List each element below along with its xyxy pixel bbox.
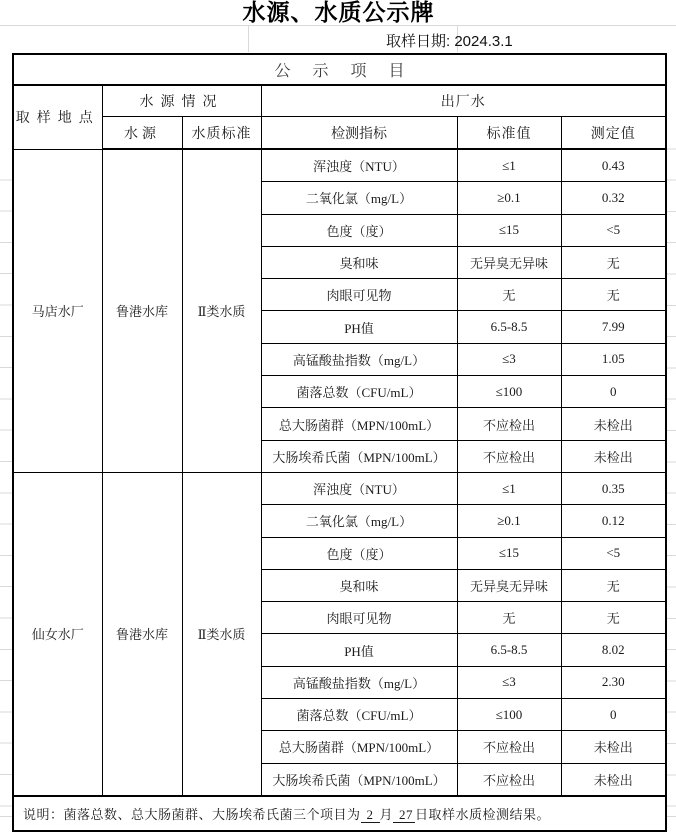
indicator-cell: 菌落总数（CFU/mL）	[261, 376, 457, 408]
indicator-cell: 色度（度）	[261, 214, 457, 246]
measured-cell: 0.32	[561, 182, 666, 214]
standard-cell: 不应检出	[457, 731, 561, 763]
plant-source: 鲁港水库	[102, 472, 182, 795]
indicator-cell: 臭和味	[261, 246, 457, 278]
gridline-right-margin	[666, 118, 676, 817]
standard-cell: ≤1	[457, 149, 561, 182]
table-row	[13, 472, 666, 504]
measured-cell: <5	[561, 537, 666, 569]
measured-cell: 无	[561, 246, 666, 278]
note-day-value: 27	[393, 807, 415, 823]
standard-cell: ≥0.1	[457, 505, 561, 537]
table-row	[13, 149, 666, 182]
note-prefix: 说明：菌落总数、总大肠菌群、大肠埃希氏菌三个项目为	[23, 806, 361, 822]
indicator-cell: 大肠埃希氏菌（MPN/100mL）	[261, 440, 457, 472]
standard-cell: 无异臭无异味	[457, 569, 561, 601]
water-quality-table	[12, 53, 667, 832]
header-source: 水源	[102, 117, 182, 150]
measured-cell: 0.43	[561, 149, 666, 182]
standard-cell: ≤3	[457, 343, 561, 375]
header-location: 取样地点	[13, 85, 102, 149]
indicator-cell: 高锰酸盐指数（mg/L）	[261, 666, 457, 698]
banner-public-items: 公示项目	[13, 54, 666, 85]
standard-cell: ≤15	[457, 537, 561, 569]
page-title: 水源、水质公示牌	[242, 0, 435, 25]
header-row-1	[13, 85, 666, 117]
note-month-unit: 月	[379, 806, 394, 822]
measured-cell: 0	[561, 699, 666, 731]
standard-cell: 无异臭无异味	[457, 246, 561, 278]
standard-cell: ≤15	[457, 214, 561, 246]
standard-cell: 不应检出	[457, 440, 561, 472]
sample-date-label: 取样日期: 2024.3.1	[386, 33, 513, 50]
measured-cell: 8.02	[561, 634, 666, 666]
measured-cell: <5	[561, 214, 666, 246]
standard-cell: ≤3	[457, 666, 561, 698]
indicator-cell: 肉眼可见物	[261, 602, 457, 634]
header-measured-value: 测定值	[561, 117, 666, 150]
indicator-cell: 总大肠菌群（MPN/100mL）	[261, 731, 457, 763]
measured-cell: 未检出	[561, 440, 666, 472]
indicator-cell: 大肠埃希氏菌（MPN/100mL）	[261, 763, 457, 796]
standard-cell: 6.5-8.5	[457, 634, 561, 666]
standard-cell: ≤1	[457, 472, 561, 504]
measured-cell: 无	[561, 602, 666, 634]
indicator-cell: 二氧化氯（mg/L）	[261, 505, 457, 537]
measured-cell: 0.35	[561, 472, 666, 504]
note-cell	[13, 796, 666, 831]
indicator-cell: PH值	[261, 634, 457, 666]
measured-cell: 未检出	[561, 731, 666, 763]
indicator-cell: 总大肠菌群（MPN/100mL）	[261, 408, 457, 440]
header-source-group: 水源情况	[102, 85, 261, 117]
indicator-cell: 高锰酸盐指数（mg/L）	[261, 343, 457, 375]
measured-cell: 7.99	[561, 311, 666, 343]
header-factory-group: 出厂水	[261, 85, 666, 117]
note-row	[13, 796, 666, 831]
plant-name: 马店水厂	[13, 149, 102, 472]
header-indicator: 检测指标	[261, 117, 457, 150]
measured-cell: 无	[561, 279, 666, 311]
plant-quality: Ⅱ类水质	[182, 472, 261, 795]
gridline-stub	[248, 26, 249, 52]
indicator-cell: 色度（度）	[261, 537, 457, 569]
header-row-2	[13, 117, 666, 150]
note-suffix: 日取样水质检测结果。	[415, 806, 551, 822]
header-standard-value: 标准值	[457, 117, 561, 150]
standard-cell: 无	[457, 602, 561, 634]
indicator-cell: 二氧化氯（mg/L）	[261, 182, 457, 214]
measured-cell: 未检出	[561, 763, 666, 796]
note-month-value: 2	[361, 807, 380, 823]
header-quality-standard: 水质标准	[182, 117, 261, 150]
standard-cell: ≤100	[457, 376, 561, 408]
indicator-cell: 浑浊度（NTU）	[261, 472, 457, 504]
standard-cell: 6.5-8.5	[457, 311, 561, 343]
measured-cell: 0.12	[561, 505, 666, 537]
indicator-cell: 菌落总数（CFU/mL）	[261, 699, 457, 731]
standard-cell: ≤100	[457, 699, 561, 731]
measured-cell: 未检出	[561, 408, 666, 440]
measured-cell: 2.30	[561, 666, 666, 698]
standard-cell: 不应检出	[457, 763, 561, 796]
indicator-cell: 浑浊度（NTU）	[261, 149, 457, 182]
indicator-cell: 肉眼可见物	[261, 279, 457, 311]
measured-cell: 0	[561, 376, 666, 408]
standard-cell: 无	[457, 279, 561, 311]
plant-source: 鲁港水库	[102, 149, 182, 472]
banner-row	[13, 54, 666, 85]
standard-cell: 不应检出	[457, 408, 561, 440]
measured-cell: 无	[561, 569, 666, 601]
plant-quality: Ⅱ类水质	[182, 149, 261, 472]
plant-name: 仙女水厂	[13, 472, 102, 795]
standard-cell: ≥0.1	[457, 182, 561, 214]
indicator-cell: 臭和味	[261, 569, 457, 601]
indicator-cell: PH值	[261, 311, 457, 343]
measured-cell: 1.05	[561, 343, 666, 375]
